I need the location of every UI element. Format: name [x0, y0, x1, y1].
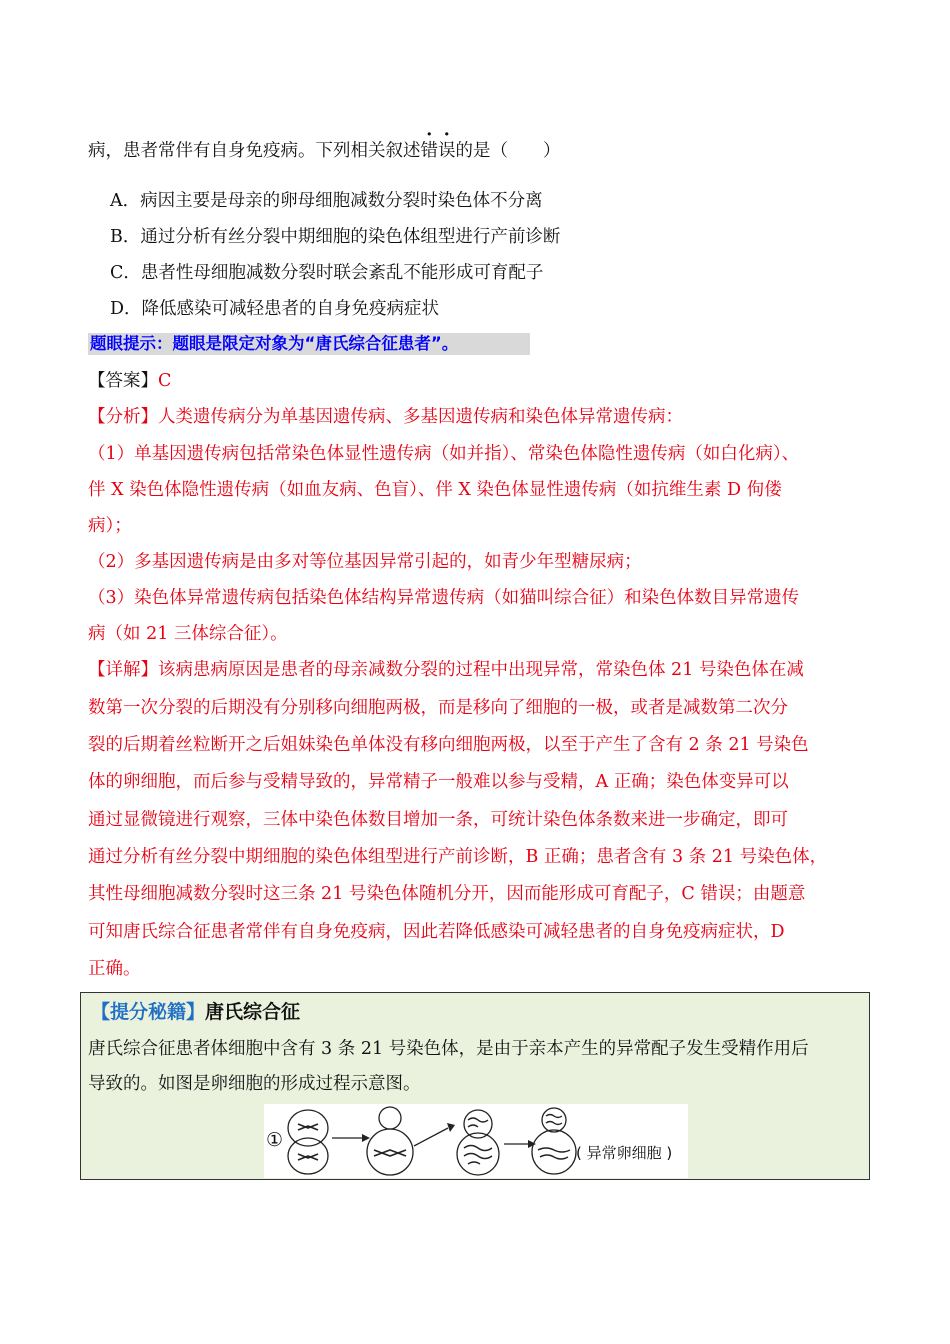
diagram-caption: ( 异常卵细胞 ) — [576, 1144, 673, 1162]
analysis-first-line — [88, 405, 683, 429]
analysis-line: 病（如 21 三体综合征）。 — [88, 624, 288, 644]
tip-box-title — [91, 999, 300, 1025]
analysis-line: （2）多基因遗传病是由多对等位基因异常引起的，如青少年型糖尿病； — [88, 552, 642, 572]
analysis-label: 【分析】 — [88, 407, 158, 427]
step-marker: ① — [266, 1129, 284, 1151]
tip-box — [80, 992, 870, 1180]
question-stem — [88, 139, 561, 163]
diagram-svg — [264, 1104, 688, 1178]
analysis-line: 病）； — [88, 516, 132, 536]
analysis-text: 人类遗传病分为单基因遗传病、多基因遗传病和染色体异常遗传病： — [158, 407, 683, 427]
cell-1 — [288, 1110, 328, 1174]
cell-3 — [457, 1110, 499, 1175]
arrow-2 — [414, 1128, 448, 1146]
answer-value: C — [158, 371, 172, 391]
detail-line: 其性母细胞减数分裂时这三条 21 号染色体随机分开，因而能形成可育配子，C 错误；由题意 — [88, 884, 806, 904]
detail-line: 正确。 — [88, 959, 141, 979]
option-b: B．通过分析有丝分裂中期细胞的染色体组型进行产前诊断 — [110, 227, 561, 247]
tip-line: 导致的。如图是卵细胞的形成过程示意图。 — [88, 1074, 421, 1094]
detail-line: 数第一次分裂的后期没有分别移向细胞两极，而是移向了细胞的一极，或者是减数第二次分 — [88, 698, 788, 718]
detail-text: 该病患病原因是患者的母亲减数分裂的过程中出现异常，常染色体 21 号染色体在减 — [158, 660, 804, 680]
stem-text: 病，患者常伴有自身免疫病。下列相关叙述 — [88, 141, 421, 161]
analysis-line: 伴 X 染色体隐性遗传病（如血友病、色盲）、伴 X 染色体显性遗传病（如抗维生素 D 佝偻 — [88, 480, 782, 500]
detail-line: 体的卵细胞，而后参与受精导致的，异常精子一般难以参与受精，A 正确；染色体变异可以 — [88, 772, 789, 792]
tip-tag: 【提分秘籍】 — [91, 1001, 206, 1023]
analysis-line: （3）染色体异常遗传病包括染色体结构异常遗传病（如猫叫综合征）和染色体数目异常遗传 — [88, 588, 800, 608]
detail-line: 通过显微镜进行观察，三体中染色体数目增加一条，可统计染色体条数来进一步确定，即可 — [88, 810, 788, 830]
arrow-2-head — [447, 1123, 455, 1132]
tip-title: 唐氏综合征 — [205, 1001, 301, 1023]
option-a: A．病因主要是母亲的卵母细胞减数分裂时染色体不分离 — [110, 191, 543, 211]
tip-line: 唐氏综合征患者体细胞中含有 3 条 21 号染色体，是由于亲本产生的异常配子发生受精作用后 — [88, 1039, 809, 1059]
emphasized-char: 误 — [438, 141, 456, 161]
detail-line: 可知唐氏综合征患者常伴有自身免疫病，因此若降低感染可减轻患者的自身免疫病症状，D — [88, 922, 785, 942]
detail-line: 裂的后期着丝粒断开之后姐妹染色单体没有移向细胞两极，以至于产生了含有 2 条 21 号染色 — [88, 735, 809, 755]
oocyte-formation-diagram — [264, 1104, 688, 1178]
answer-line — [88, 369, 171, 393]
analysis-line: （1）单基因遗传病包括常染色体显性遗传病（如并指）、常染色体隐性遗传病（如白化病）、 — [88, 444, 800, 464]
arrow-1-head — [362, 1134, 370, 1142]
cell-4 — [532, 1108, 576, 1174]
emphasized-char: 错 — [420, 141, 438, 161]
detail-label: 【详解】 — [88, 660, 158, 680]
stem-text-end: 的是（ ） — [455, 141, 561, 161]
answer-label: 【答案】 — [88, 371, 158, 391]
hint-banner: 题眼提示：题眼是限定对象为“唐氏综合征患者”。 — [88, 333, 530, 355]
option-d: D．降低感染可减轻患者的自身免疫病症状 — [110, 299, 440, 319]
cell-2 — [367, 1107, 413, 1175]
option-c: C．患者性母细胞减数分裂时联会紊乱不能形成可育配子 — [110, 263, 544, 283]
detail-line: 通过分析有丝分裂中期细胞的染色体组型进行产前诊断，B 正确；患者含有 3 条 21 号染色体， — [88, 847, 828, 867]
detail-first-line — [88, 658, 804, 682]
